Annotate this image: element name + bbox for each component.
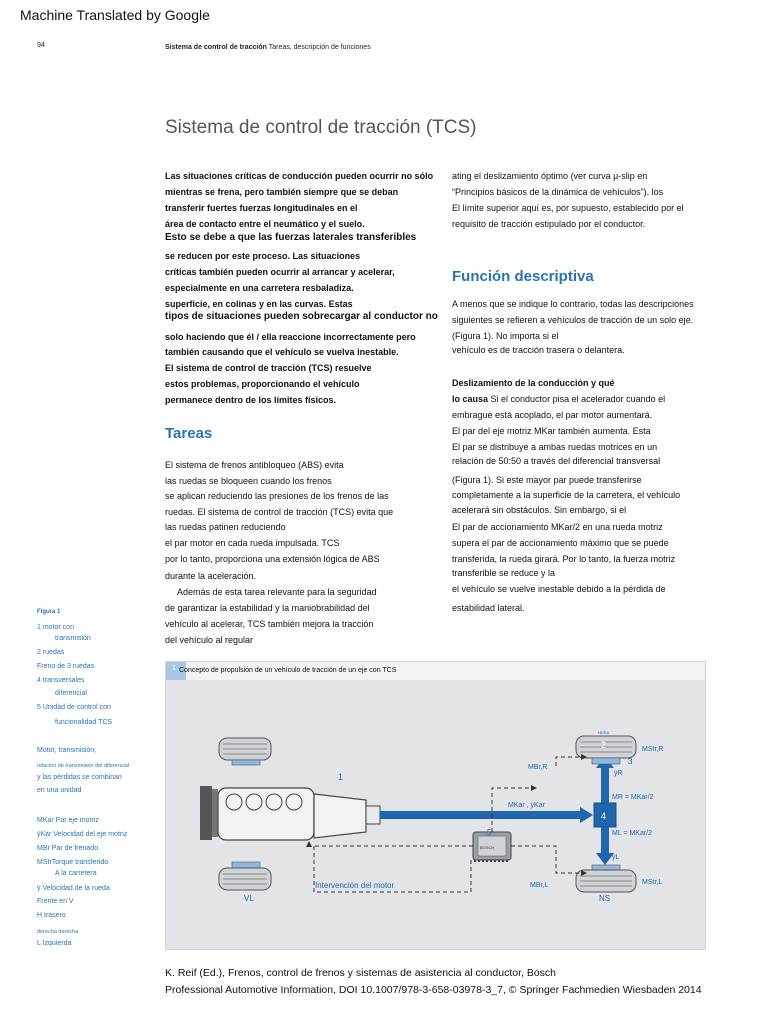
intro-line: mientras se frena, pero también siempre que se deban bbox=[165, 187, 399, 197]
legend-item: Freno de 3 ruedas bbox=[37, 663, 95, 670]
running-head-bold: Sistema de control de tracción bbox=[165, 44, 267, 51]
tasks-line: por lo tanto, proporciona una extensión lógica de ABS bbox=[165, 554, 380, 564]
label-mstr-r: MStr,R bbox=[642, 746, 664, 753]
slip-line: El par se distribuye a ambas ruedas motrices en un bbox=[452, 442, 658, 452]
running-head-rest: Tareas, descripción de funciones bbox=[268, 44, 371, 51]
symbol-item: L Izquierda bbox=[37, 940, 72, 947]
legend-item: transmisión bbox=[55, 635, 91, 642]
intro-line: transferir fuertes fuerzas longitudinales en el bbox=[165, 203, 358, 213]
label-engine-intervention: Intervención del motor bbox=[315, 881, 395, 890]
slip-line: embrague está acoplado, el par motor aumentará. bbox=[452, 410, 653, 420]
tasks-line: durante la aceleración. bbox=[165, 571, 257, 581]
right-line: ating el deslizamiento óptimo (ver curva µ-slip en bbox=[452, 171, 648, 181]
slip-heading: Deslizamiento de la conducción y qué bbox=[452, 378, 615, 388]
tasks-line: de garantizar la estabilidad y la maniobrabilidad del bbox=[165, 603, 370, 613]
function-line: siguientes se refieren a vehículos de tracción de un solo eje. bbox=[452, 315, 694, 325]
legend-item: diferencial bbox=[55, 690, 87, 697]
wheel-front-top bbox=[219, 738, 271, 765]
intro-line: críticas también pueden ocurrir al arrancar y acelerar, bbox=[165, 267, 395, 277]
note-line: relación de transmisión del diferencial bbox=[37, 763, 130, 769]
legend-item: 5 Unidad de control con bbox=[37, 704, 111, 711]
legend-item: 1 motor con bbox=[37, 624, 74, 631]
intro-line: también causando que el vehículo se vuelva inestable. bbox=[165, 347, 399, 357]
intro-line: Las situaciones críticas de conducción pueden ocurrir no sólo bbox=[165, 171, 434, 181]
slip-line: transferible se reduce y la bbox=[452, 568, 556, 578]
slip-line: completamente a la superficie de la carretera, el vehículo bbox=[452, 490, 681, 500]
function-line: A menos que se indique lo contrario, todas las descripciones bbox=[452, 299, 694, 309]
slip-line: El par del eje motriz MKar también aumenta. Esta bbox=[452, 426, 651, 436]
drive-shaft-arrow bbox=[380, 807, 593, 823]
label-brake: 3 bbox=[628, 757, 633, 766]
slip-line: estabilidad lateral. bbox=[452, 603, 525, 613]
label-engine: 1 bbox=[338, 772, 344, 782]
function-line: vehículo es de tracción trasera o delantera. bbox=[452, 345, 625, 355]
tasks-line: el par motor en cada rueda impulsada. TCS bbox=[165, 538, 340, 548]
note-line: y las pérdidas se combinan bbox=[37, 774, 122, 781]
citation-line-1: K. Reif (Ed.), Frenos, control de frenos y sistemas de asistencia al conductor, Bosch bbox=[165, 967, 557, 979]
slip-line: el vehículo se vuelve inestable debido a la pérdida de bbox=[452, 584, 666, 594]
label-differential: 4 bbox=[601, 811, 607, 821]
tasks-heading: Tareas bbox=[165, 425, 213, 442]
tasks-line: se aplican reduciendo las presiones de los frenos de las bbox=[165, 491, 389, 501]
tasks-line: las ruedas se bloqueen cuando los frenos bbox=[165, 476, 332, 486]
intro-line: estos problemas, proporcionando el vehículo bbox=[165, 379, 360, 389]
tasks-line: Además de esta tarea relevante para la seguridad bbox=[177, 587, 377, 597]
citation-line-2: Professional Automotive Information, DOI 10.1007/978-3-658-03978-3_7, © Springer Fachmedien Wiesbaden 2014 bbox=[165, 984, 702, 996]
slip-line: relación de 50:50 a través del diferencial transversal bbox=[452, 456, 661, 466]
symbol-item: H trasero bbox=[37, 912, 66, 919]
intro-line: solo haciendo que él / ella reaccione incorrectamente pero bbox=[165, 332, 416, 342]
machine-translated-banner: Machine Translated by Google bbox=[20, 7, 210, 23]
symbol-item: MKar Par eje motriz bbox=[37, 817, 99, 824]
label-wheel: 2 bbox=[601, 740, 607, 750]
symbol-item: MStrTorque transferido bbox=[37, 859, 109, 866]
tasks-line: El sistema de frenos antibloqueo (ABS) evita bbox=[165, 460, 344, 470]
slip-line bbox=[452, 394, 665, 405]
page-number: 94 bbox=[37, 42, 45, 49]
label-vl: VL bbox=[244, 894, 254, 903]
slip-line: El par de accionamiento MKar/2 en una rueda motriz bbox=[452, 522, 663, 532]
legend-item: 4 transversales bbox=[37, 677, 85, 684]
label-yl: ÿL bbox=[612, 854, 620, 861]
label-ns: NS bbox=[599, 894, 611, 903]
intro-line: se reducen por este proceso. Las situaciones bbox=[165, 251, 361, 261]
label-control-unit: 5 bbox=[487, 828, 492, 837]
tasks-line: ruedas. El sistema de control de tracción (TCS) evita que bbox=[165, 507, 394, 517]
label-yr: ÿR bbox=[614, 770, 623, 777]
note-line: Motor, transmisión, bbox=[37, 747, 97, 754]
figure-number: 1 bbox=[166, 662, 186, 680]
symbol-item: derecha derecha bbox=[37, 929, 79, 935]
tasks-line: las ruedas patinen reduciendo bbox=[165, 522, 286, 532]
running-head bbox=[165, 44, 371, 51]
intro-line: área de contacto entre el neumático y el suelo. bbox=[165, 219, 365, 229]
drivetrain-diagram bbox=[166, 662, 705, 949]
symbol-item: Frente en V bbox=[37, 898, 74, 905]
legend-item: 2 ruedas bbox=[37, 649, 65, 656]
slip-heading-cont: lo causa bbox=[452, 394, 489, 404]
wheel-front-bottom bbox=[219, 862, 271, 890]
label-mbr-r: MBr,R bbox=[528, 764, 548, 771]
intro-line: tipos de situaciones pueden sobrecargar al conductor no bbox=[165, 311, 438, 322]
intro-line: Esto se debe a que las fuerzas laterales transferibles bbox=[165, 232, 417, 243]
symbol-item: ÿ Velocidad de la rueda bbox=[37, 885, 110, 892]
label-mr: MR = MKar/2 bbox=[612, 794, 654, 801]
label-mbr-l: MBr,L bbox=[530, 882, 549, 889]
intro-line: superficie, en colinas y en las curvas. Estas bbox=[165, 299, 353, 309]
symbol-item: ÿKar Velocidad del eje motriz bbox=[37, 831, 128, 838]
page-title: Sistema de control de tracción (TCS) bbox=[165, 117, 477, 138]
figure-label: Figura 1 bbox=[37, 609, 61, 615]
slip-line-text: Si el conductor pisa el acelerador cuando el bbox=[488, 394, 666, 404]
right-line: “Principios básicos de la dinámica de vehículos”). los bbox=[452, 187, 664, 197]
function-heading: Función descriptiva bbox=[452, 268, 594, 285]
label-hdra: HDRA bbox=[598, 730, 610, 735]
engine-block bbox=[200, 786, 380, 840]
right-line: requisito de tracción estipulado por el conductor. bbox=[452, 219, 646, 229]
tasks-line: del vehículo al regular bbox=[165, 635, 254, 645]
slip-line: (Figura 1). Si este mayor par puede transferirse bbox=[452, 475, 642, 485]
slip-line: supera el par de accionamiento máximo que se puede bbox=[452, 538, 669, 548]
symbol-item: A la carretera bbox=[55, 870, 97, 877]
label-mstr-l: MStr,L bbox=[642, 879, 663, 886]
label-ml: ML = MKar/2 bbox=[612, 830, 653, 837]
legend-item: funcionalidad TCS bbox=[55, 719, 113, 726]
note-line: en una unidad bbox=[37, 787, 82, 794]
intro-line: especialmente en una carretera resbaladiza. bbox=[165, 283, 354, 293]
slip-line: transferida, la rueda girará. Por lo tanto, la fuerza motriz bbox=[452, 554, 676, 564]
figure-caption: Concepto de propulsión de un vehículo de tracción de un eje con TCS bbox=[179, 667, 397, 674]
wheel-rear-bottom bbox=[576, 865, 636, 892]
slip-line: acelerará sin obstáculos. Sin embargo, si el bbox=[452, 505, 627, 515]
intro-line: El sistema de control de tracción (TCS) resuelve bbox=[165, 363, 372, 373]
figure-1 bbox=[165, 661, 706, 950]
intro-line: permanece dentro de los límites físicos. bbox=[165, 395, 337, 405]
function-line: (Figura 1). No importa si el bbox=[452, 331, 559, 341]
tasks-line: vehículo al acelerar, TCS también mejora la tracción bbox=[165, 619, 374, 629]
symbol-item: MBr Par de frenado bbox=[37, 845, 99, 852]
label-mkar: MKar , ÿKar bbox=[508, 802, 545, 809]
ecu-brand: BOSCH bbox=[480, 845, 495, 850]
right-line: El límite superior aquí es, por supuesto, establecido por el bbox=[452, 203, 684, 213]
